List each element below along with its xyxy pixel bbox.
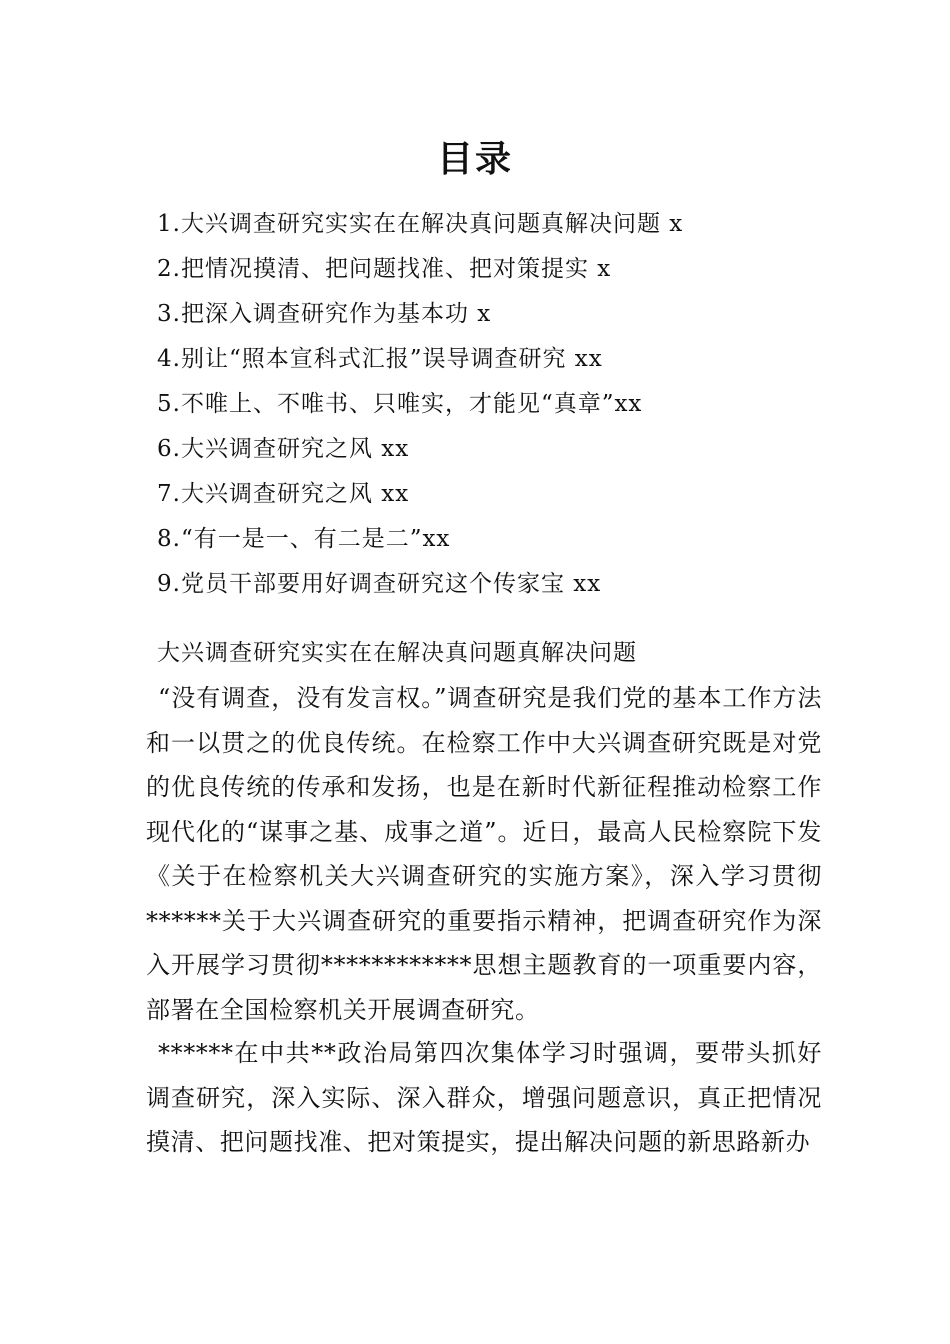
body-paragraph: “没有调查，没有发言权。”调查研究是我们党的基本工作方法和一以贯之的优良传统。在检察工作中大兴调查研究既是对党的优良传统的传承和发扬，也是在新时代新征程推动检察工作现代化的“谋事之基、成事之道”。近日，最高人民检察院下发《关于在检察机关大兴调查研究的实施方案》，深入学习贯彻******关于大兴调查研究的重要指示精神，把调查研究作为深入开展学习贯彻************思想主题教育的一项重要内容，部署在全国检察机关开展调查研究。 bbox=[146, 684, 822, 1024]
toc-item: 9.党员干部要用好调查研究这个传家宝 xx bbox=[157, 571, 602, 597]
body-paragraph: ******在中共**政治局第四次集体学习时强调，要带头抓好调查研究，深入实际、深入群众，增强问题意识，真正把情况摸清、把问题找准、把对策提实，提出解决问题的新思路新办 bbox=[146, 1039, 822, 1156]
toc-item: 1.大兴调查研究实实在在解决真问题真解决问题 x bbox=[157, 211, 684, 237]
toc-item: 6.大兴调查研究之风 xx bbox=[157, 436, 410, 462]
table-of-contents bbox=[157, 202, 683, 607]
toc-item: 7.大兴调查研究之风 xx bbox=[157, 481, 410, 507]
section-heading: 大兴调查研究实实在在解决真问题真解决问题 bbox=[157, 640, 637, 666]
page-title: 目录 bbox=[436, 139, 513, 180]
toc-item: 8.“有一是一、有二是二”xx bbox=[157, 526, 451, 552]
toc-item: 4.别让“照本宣科式汇报”误导调查研究 xx bbox=[157, 346, 603, 372]
toc-item: 2.把情况摸清、把问题找准、把对策提实 x bbox=[157, 256, 612, 282]
toc-item: 5.不唯上、不唯书、只唯实，才能见“真章”xx bbox=[157, 391, 643, 417]
toc-item: 3.把深入调查研究作为基本功 x bbox=[157, 301, 492, 327]
